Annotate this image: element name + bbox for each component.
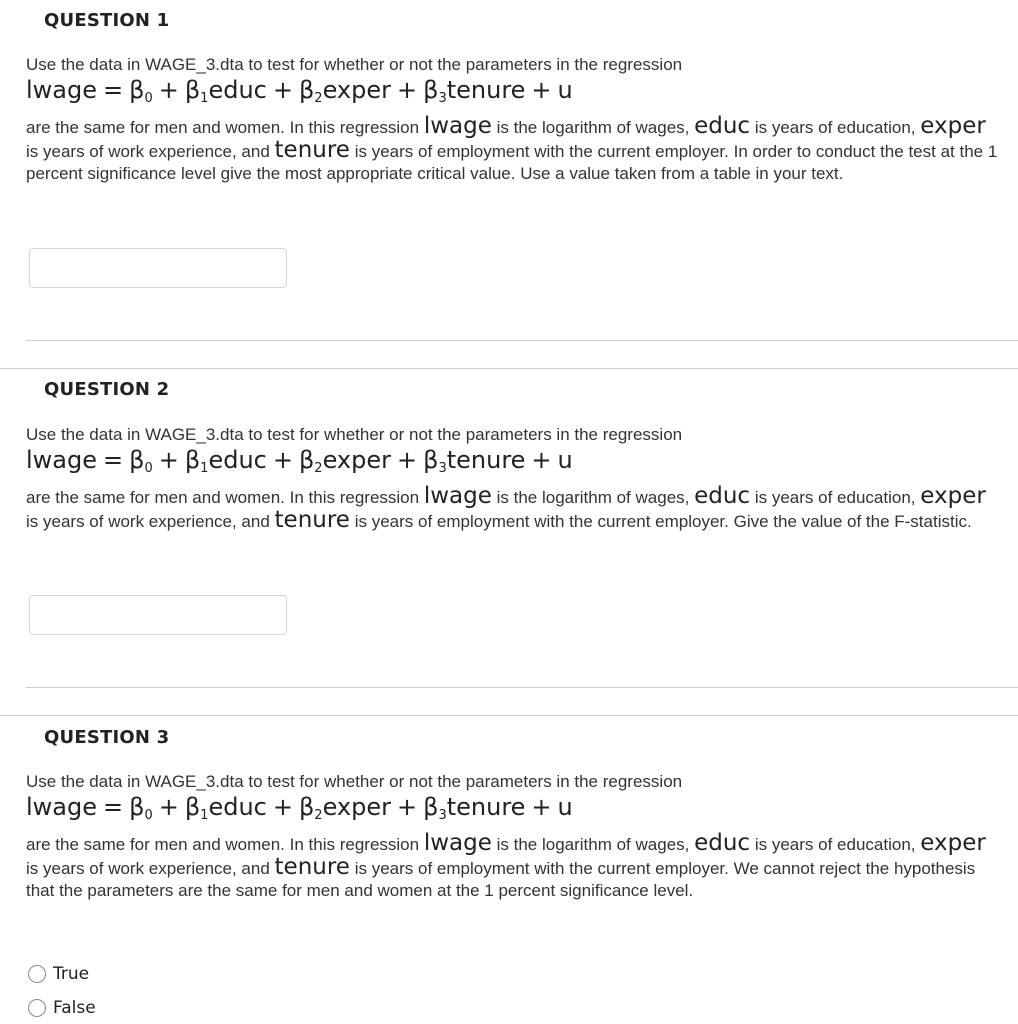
beta-1: β [184, 76, 201, 104]
eq-educ: educ [208, 793, 267, 821]
radio-button[interactable] [28, 965, 46, 983]
question-1-title: QUESTION 1 [44, 10, 170, 31]
var-tenure: tenure [274, 137, 350, 163]
beta-2-sub: 2 [314, 808, 323, 823]
eq-educ: educ [208, 76, 267, 104]
desc-text: are the same for men and women. In this regression [26, 835, 420, 854]
question-intro: Use the data in WAGE_3.dta to test for whether or not the parameters in the regression [26, 55, 683, 74]
desc-text: is years of [754, 118, 833, 137]
eq-lhs: lwage [26, 76, 98, 104]
desc-text: is years of employment with the current employer. [354, 512, 729, 531]
question-ask: We cannot reject the hypothesis that the parameters are the same for men and women at the 1 percent significance level. [26, 859, 976, 900]
desc-text: education, [837, 835, 916, 854]
beta-0-sub: 0 [144, 91, 153, 106]
desc-text: is years of work experience, and [26, 142, 270, 161]
question-ask: Give the value of the F-statistic. [733, 512, 972, 531]
var-educ: educ [694, 483, 751, 509]
var-tenure: tenure [274, 507, 350, 533]
beta-0: β [129, 76, 145, 104]
beta-2-sub: 2 [314, 461, 323, 476]
divider [26, 340, 1018, 341]
option-label: False [53, 998, 96, 1018]
question-2-body [26, 424, 1001, 533]
eq-plus: + [397, 793, 418, 821]
eq-tenure: tenure [446, 76, 526, 104]
desc-text: are the same for men and women. In this regression [26, 488, 420, 507]
desc-text: is the logarithm of wages, [496, 488, 690, 507]
question-description [26, 832, 1001, 902]
beta-2: β [298, 76, 315, 104]
question-2-title: QUESTION 2 [44, 379, 170, 400]
divider [0, 368, 1018, 369]
eq-lhs: lwage [26, 446, 98, 474]
option-label: True [53, 964, 90, 984]
question-ask: In order to conduct the test at the 1 percent significance level give the most appropriate critical value. Use a value taken from a table in your text. [26, 142, 998, 183]
var-educ: educ [694, 113, 751, 139]
desc-text: is years of employment with the current employer. [354, 142, 729, 161]
divider [26, 687, 1018, 688]
beta-2-sub: 2 [314, 91, 323, 106]
eq-u: u [557, 446, 573, 474]
divider [0, 715, 1018, 716]
beta-3-sub: 3 [438, 461, 447, 476]
desc-text: are the same for men and women. In this regression [26, 118, 420, 137]
var-educ: educ [694, 830, 751, 856]
eq-u: u [557, 793, 573, 821]
eq-tenure: tenure [446, 446, 526, 474]
question-intro: Use the data in WAGE_3.dta to test for whether or not the parameters in the regression [26, 772, 683, 791]
regression-equation [26, 76, 1001, 113]
eq-plus: + [531, 76, 552, 104]
question-description [26, 485, 1001, 533]
beta-0-sub: 0 [144, 808, 153, 823]
eq-equals: = [103, 446, 124, 474]
var-exper: exper [920, 830, 986, 856]
desc-text: is the logarithm of wages, [496, 118, 690, 137]
beta-0: β [129, 793, 145, 821]
eq-u: u [557, 76, 573, 104]
eq-equals: = [103, 793, 124, 821]
eq-plus: + [158, 793, 179, 821]
beta-3: β [423, 446, 439, 474]
beta-1: β [184, 793, 201, 821]
radio-button[interactable] [28, 999, 46, 1017]
var-lwage: lwage [423, 483, 492, 509]
question-3-body [26, 771, 1001, 902]
option-false[interactable] [28, 998, 96, 1018]
eq-plus: + [397, 446, 418, 474]
beta-3: β [423, 76, 439, 104]
beta-3-sub: 3 [438, 808, 447, 823]
var-tenure: tenure [274, 854, 350, 880]
desc-text: is years of [754, 488, 833, 507]
eq-plus: + [397, 76, 418, 104]
eq-lhs: lwage [26, 793, 98, 821]
question-1-answer-input[interactable] [29, 248, 287, 288]
desc-text: education, [837, 118, 916, 137]
desc-text: is years of employment with the current employer. [354, 859, 729, 878]
eq-plus: + [531, 446, 552, 474]
desc-text: is years of work experience, and [26, 859, 270, 878]
beta-1-sub: 1 [200, 808, 209, 823]
eq-plus: + [272, 793, 293, 821]
option-true[interactable] [28, 964, 89, 984]
eq-tenure: tenure [446, 793, 526, 821]
desc-text: education, [837, 488, 916, 507]
beta-0-sub: 0 [144, 461, 153, 476]
eq-exper: exper [322, 793, 391, 821]
question-intro: Use the data in WAGE_3.dta to test for whether or not the parameters in the regression [26, 425, 683, 444]
eq-exper: exper [322, 76, 391, 104]
beta-1-sub: 1 [200, 461, 209, 476]
regression-equation [26, 793, 1001, 830]
eq-exper: exper [322, 446, 391, 474]
desc-text: is the logarithm of wages, [496, 835, 690, 854]
eq-plus: + [158, 446, 179, 474]
beta-1-sub: 1 [200, 91, 209, 106]
beta-3-sub: 3 [438, 91, 447, 106]
eq-plus: + [531, 793, 552, 821]
var-exper: exper [920, 113, 986, 139]
var-lwage: lwage [423, 830, 492, 856]
question-description [26, 115, 1001, 185]
eq-plus: + [272, 76, 293, 104]
question-2-answer-input[interactable] [29, 595, 287, 635]
regression-equation [26, 446, 1001, 483]
desc-text: is years of [754, 835, 833, 854]
beta-0: β [129, 446, 145, 474]
beta-2: β [298, 793, 315, 821]
eq-educ: educ [208, 446, 267, 474]
eq-equals: = [103, 76, 124, 104]
var-exper: exper [920, 483, 986, 509]
beta-1: β [184, 446, 201, 474]
beta-2: β [298, 446, 315, 474]
var-lwage: lwage [423, 113, 492, 139]
desc-text: is years of work experience, and [26, 512, 270, 531]
question-3-title: QUESTION 3 [44, 727, 170, 748]
eq-plus: + [158, 76, 179, 104]
beta-3: β [423, 793, 439, 821]
question-1-body [26, 54, 1001, 185]
eq-plus: + [272, 446, 293, 474]
